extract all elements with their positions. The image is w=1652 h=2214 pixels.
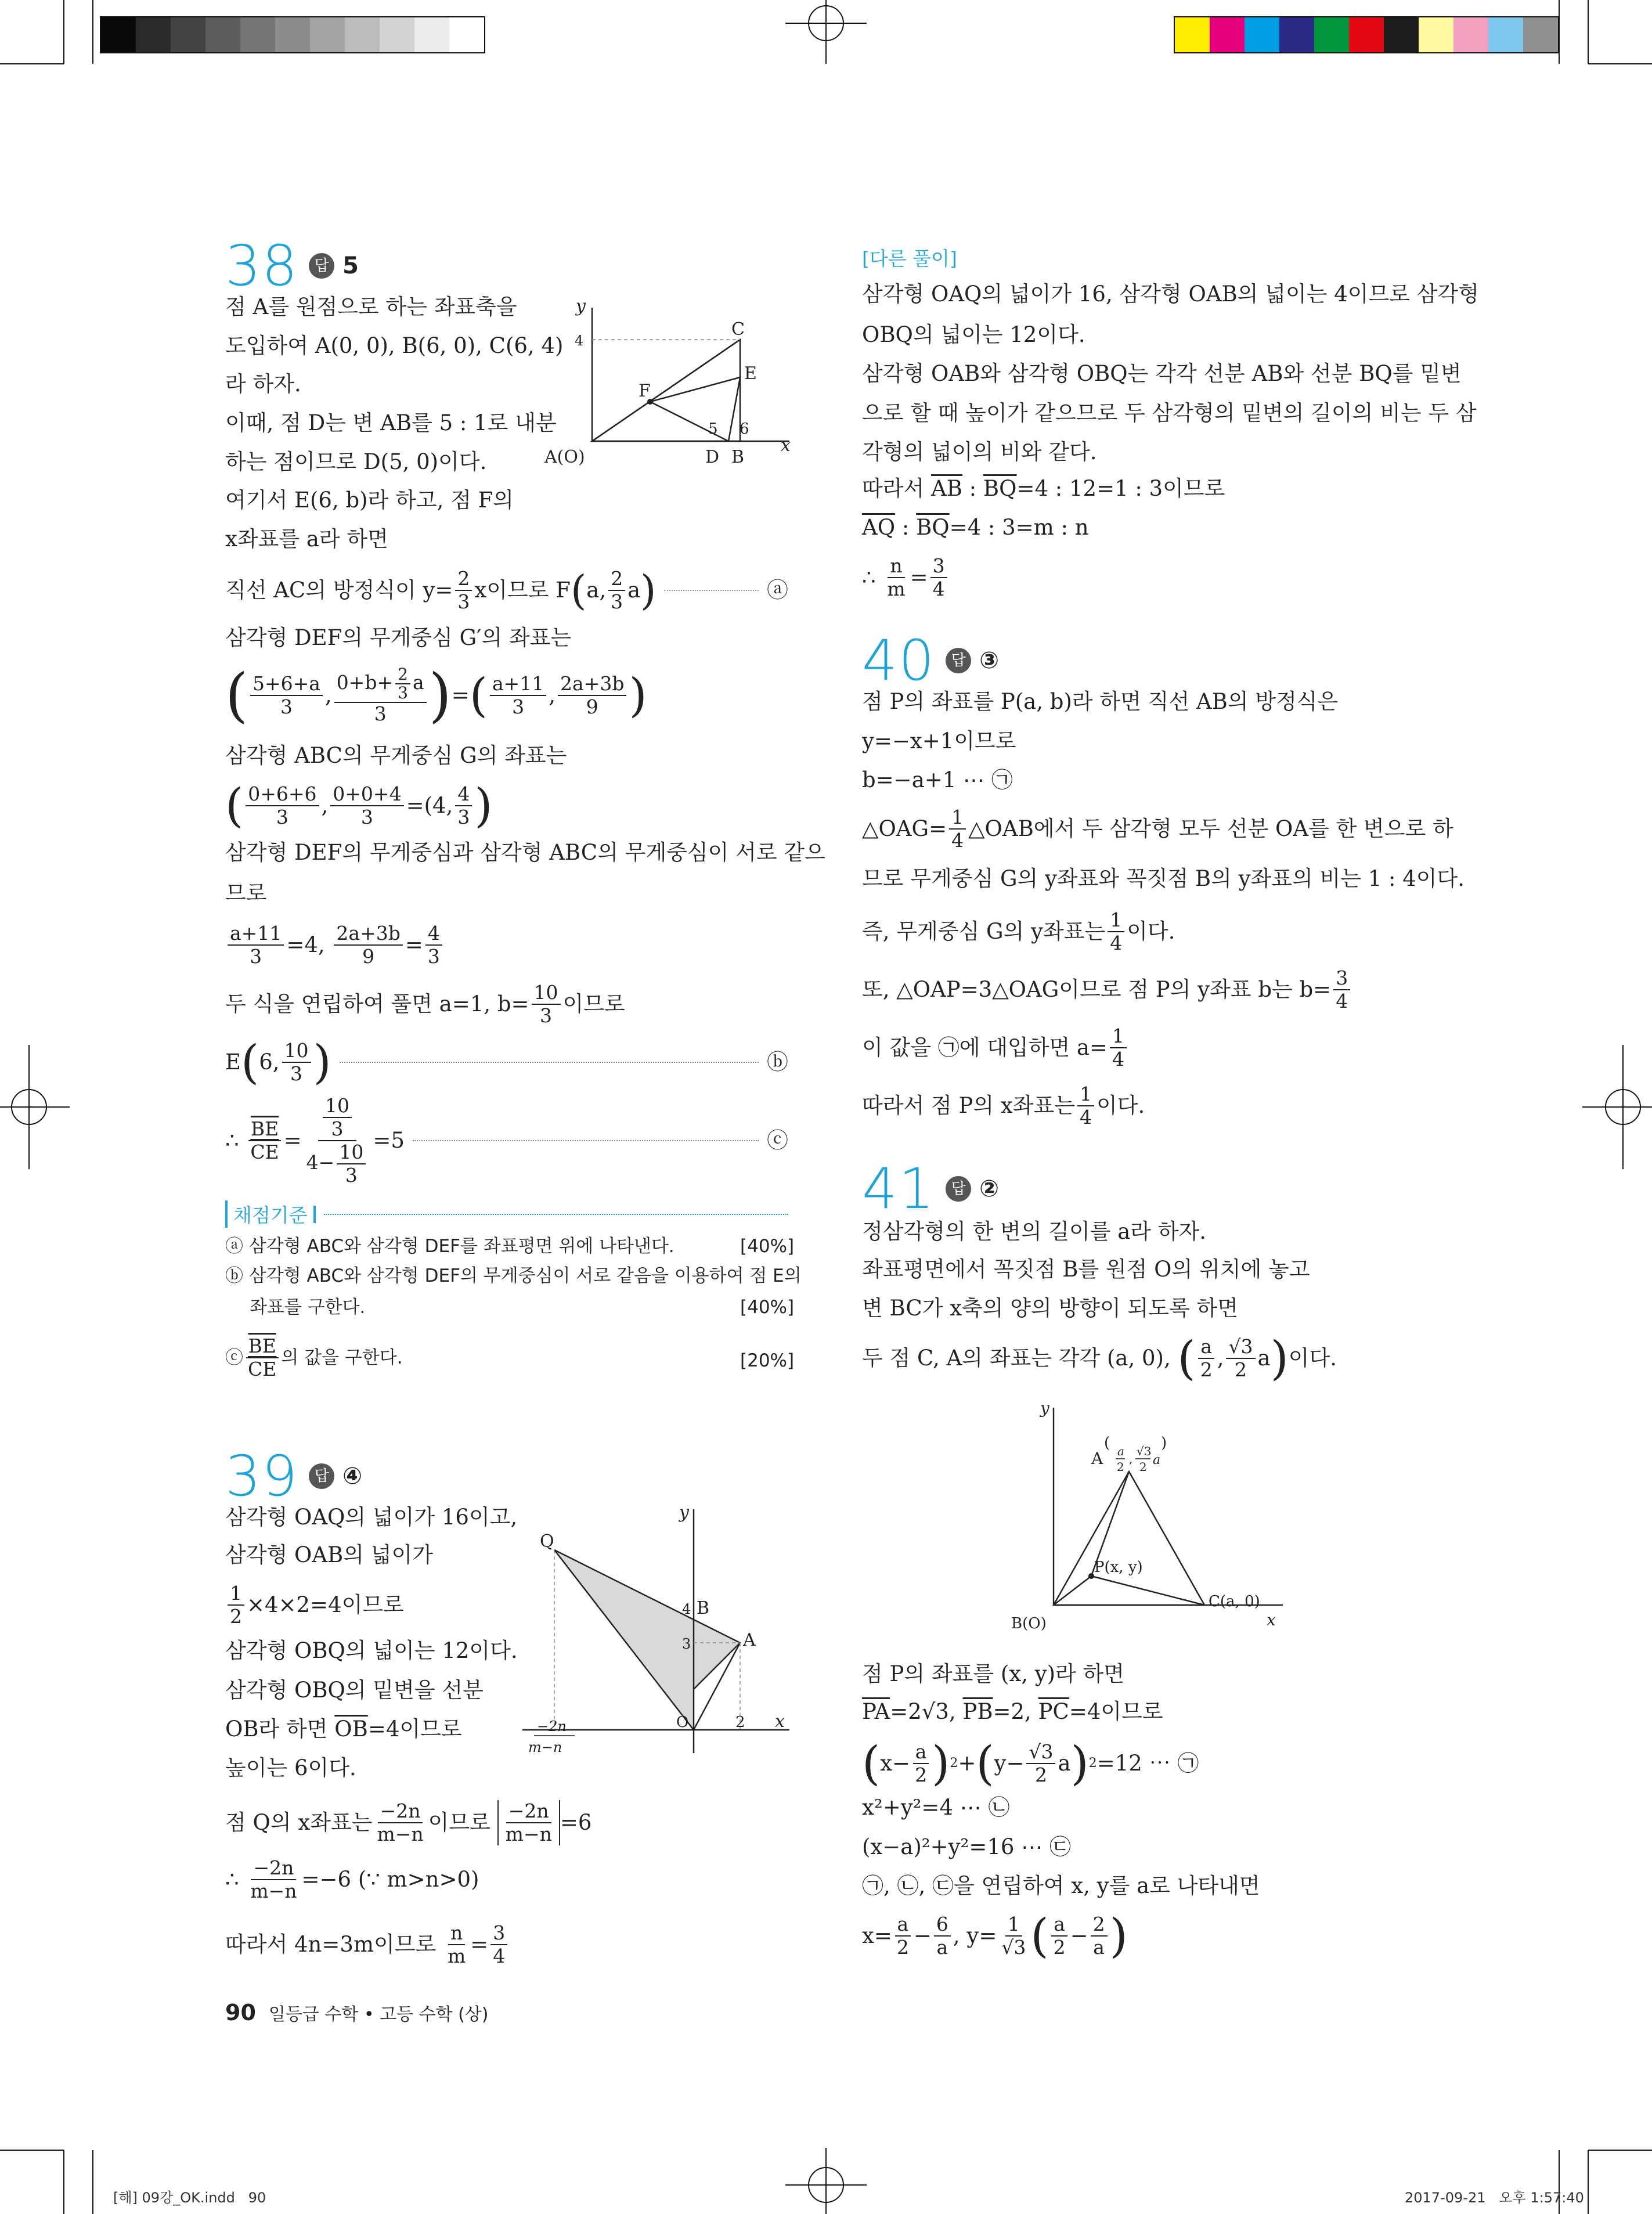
point-label: A (1091, 1449, 1103, 1468)
point-label: F (639, 381, 651, 401)
text-line: ㉠, ㉡, ㉢을 연립하여 x, y를 a로 나타내면 (862, 1873, 1260, 1898)
equation-line: $\frac{a+11}{3}$ =4, $\frac{2a+3b}{9}$ = $\frac{4}{3}$ (225, 916, 445, 974)
ratio-label: 6 (740, 420, 749, 438)
problem-38-header (225, 233, 359, 298)
text-line: 높이는 6이다. (225, 1755, 356, 1780)
equation-line: 또, △OAP=3△OAG이므로 점 P의 y좌표 b는 b= $\frac{3}{4}$ (862, 961, 1352, 1019)
criteria-item: ⓑ 삼각형 ABC와 삼각형 DEF의 무게중심이 서로 같음을 이용하여 점 E의 (225, 1265, 802, 1286)
equation-line: △OAG= $\frac{1}{4}$ △OAB에서 두 삼각형 모두 선분 OA를 한 변으로 하 (862, 806, 1453, 852)
point-label: A(O) (544, 447, 585, 467)
fraction: $\frac{2}{3}$ (455, 568, 472, 613)
criteria-title: 채점기준 (225, 1200, 308, 1228)
text-line: 도입하여 A(0, 0), B(6, 0), C(6, 4) (225, 333, 564, 358)
answer-value: 5 (342, 253, 359, 279)
marker-c: ⓒ (767, 1128, 788, 1153)
problem-number: 38 (225, 233, 299, 298)
criteria-percent: [20%] (740, 1350, 795, 1371)
equation-line: ( $\frac{0+6+6}{3}$ , $\frac{0+0+4}{3}$ =(4, $\frac{4}{3}$ ) (225, 778, 493, 832)
axis-label: y (576, 299, 586, 316)
point-label: C(a, 0) (1209, 1593, 1260, 1610)
text-line: x좌표를 a라 하면 (225, 527, 388, 551)
alt-solution-title: [다른 풀이] (862, 247, 957, 270)
point-label: A (743, 1630, 756, 1650)
page-footer (225, 2000, 488, 2025)
text-line: 삼각형 OAB와 삼각형 OBQ는 각각 선분 AB와 선분 BQ를 밑변 (862, 361, 1462, 386)
text: a (627, 578, 641, 603)
book-title: 일등급 수학 • 고등 수학 (상) (268, 2004, 489, 2025)
answer-value: ② (979, 1175, 1000, 1202)
equation-line: 이 값을 ㉠에 대입하면 a= $\frac{1}{4}$ (862, 1019, 1129, 1077)
equation-line: 따라서 4n=3m이므로 $\frac{n}{m}$ = $\frac{3}{4}$ (225, 1916, 510, 1974)
svg-text:(: ( (1104, 1434, 1110, 1452)
tick-label: m−n (528, 1739, 562, 1755)
text-line: 삼각형 DEF의 무게중심 G′의 좌표는 (225, 625, 572, 650)
text-line: 삼각형 ABC의 무게중심 G의 좌표는 (225, 743, 567, 768)
point-label: B(O) (1011, 1615, 1047, 1632)
tick-label: 4 (682, 1601, 691, 1617)
ratio-label: 5 (708, 420, 718, 438)
problem-number: 41 (862, 1156, 936, 1221)
equation-line: ( x− $\frac{a}{2}$ ) 2 + ( y− $\frac{√3}{2}$ a ) 2 =12 ⋯ ㉠ (862, 1736, 1199, 1790)
answer-badge: 답 (946, 1176, 971, 1202)
text-line: (x−a)²+y²=16 ⋯ ㉢ (862, 1834, 1071, 1859)
problem-number: 40 (862, 628, 936, 693)
svg-text:): ) (1161, 1434, 1167, 1452)
text-line: b=−a+1 ⋯ ㉠ (862, 767, 1013, 792)
problem-41-header (862, 1156, 1000, 1221)
answer-value: ④ (342, 1463, 363, 1490)
criteria-item: 좌표를 구한다. (250, 1297, 366, 1318)
marker-a: ⓐ (767, 578, 788, 603)
axis-label: x (1267, 1610, 1276, 1629)
text-line: 삼각형 DEF의 무게중심과 삼각형 ABC의 무게중심이 서로 같으 (225, 840, 825, 865)
equation-line: 두 점 C, A의 좌표는 각각 (a, 0), ( $\frac{a}{2}$ , $\frac{√3}{2}$ a ) 이다. (862, 1331, 1337, 1385)
point-label: B (697, 1598, 710, 1618)
answer-badge: 답 (309, 253, 334, 279)
point-label: P(x, y) (1094, 1559, 1143, 1576)
text-line: 점 P의 좌표를 P(a, b)라 하면 직선 AB의 방정식은 (862, 689, 1339, 714)
axis-label: y (1040, 1399, 1049, 1418)
coord-label: 2 (1117, 1460, 1124, 1474)
equation-line: 즉, 무게중심 G의 y좌표는 $\frac{1}{4}$ 이다. (862, 908, 1175, 954)
svg-text:,: , (1129, 1452, 1133, 1466)
point-label: E (744, 363, 757, 384)
answer-badge: 답 (946, 648, 971, 673)
point-label: Q (540, 1531, 554, 1552)
problem-number: 39 (225, 1444, 299, 1509)
text-line: 각형의 넓이의 비와 같다. (862, 439, 1097, 464)
text-line: 좌표평면에서 꼭짓점 B를 원점 O의 위치에 놓고 (862, 1257, 1310, 1282)
point-label: B (731, 447, 745, 467)
answer-badge: 답 (309, 1463, 334, 1489)
text: 직선 AC의 방정식이 y= (225, 578, 453, 603)
fraction: $\frac{2}{3}$ (608, 568, 625, 613)
text-line: OBQ의 넓이는 12이다. (862, 322, 1085, 347)
text-line: 여기서 E(6, b)라 하고, 점 F의 (225, 488, 514, 513)
criteria-item: ⓐ 삼각형 ABC와 삼각형 DEF를 좌표평면 위에 나타낸다. (225, 1236, 674, 1257)
equation-line: $\frac{1}{2}$ ×4×2=4이므로 (225, 1579, 404, 1631)
page-number: 90 (225, 2000, 256, 2025)
problem-39-header (225, 1444, 363, 1509)
print-date: 2017-09-21 오후 1:57:40 (1405, 2190, 1584, 2206)
text-line: 따라서 $\overline{AB}$ : $\overline{BQ}=4$ : 12=1 : 3이므로 (862, 476, 1225, 501)
text-line: $\overline{PA}=2√3$, $\overline{PB}=2$, $\overline{PC}=4$이므로 (862, 1699, 1163, 1724)
text-line: y=−x+1이므로 (862, 729, 1016, 753)
text-line: 삼각형 OAQ의 넓이가 16이고, (225, 1505, 518, 1530)
text-line: 므로 (225, 881, 267, 906)
problem-40-header (862, 628, 1000, 693)
tick-label: −2n (537, 1718, 567, 1735)
figure-38 (540, 299, 795, 467)
criteria-header (225, 1200, 788, 1228)
coord-label: √3 (1137, 1444, 1152, 1458)
point-label: C (731, 319, 745, 340)
equation-line: 점 Q의 x좌표는 $\frac{-2n}{m-n}$ 이므로 $\frac{-2n}{m-n}$ =6 (225, 1800, 592, 1845)
criteria-item: ⓒ $\frac{\overline{BE}}{CE}$ 의 값을 구한다. (225, 1335, 403, 1380)
text: x이므로 F (474, 578, 571, 603)
text-line: 이때, 점 D는 변 AB를 5 : 1로 내분 (225, 410, 557, 435)
text-line: 삼각형 OAB의 넓이가 (225, 1542, 433, 1567)
text-line: $\overline{AQ}$ : $\overline{BQ}=4$ : 3=m : n (862, 515, 1089, 540)
text-line: 점 A를 원점으로 하는 좌표축을 (225, 294, 517, 319)
axis-label: x (781, 435, 791, 456)
text-line: 라 하자. (225, 372, 301, 396)
equation-line: E ( 6, $\frac{10}{3}$ ) ⓑ (225, 1035, 788, 1089)
criteria-percent: [40%] (740, 1297, 795, 1318)
text-line: 삼각형 OBQ의 밑변을 선분 (225, 1678, 484, 1703)
text-line: OB라 하면 $\overline{OB}=4$이므로 (225, 1717, 462, 1741)
text-line: 정삼각형의 한 변의 길이를 a라 하자. (862, 1219, 1207, 1244)
text-line: 므로 무게중심 G의 y좌표와 꼭짓점 B의 y좌표의 비는 1 : 4이다. (862, 866, 1465, 891)
text-line: 삼각형 OBQ의 넓이는 12이다. (225, 1638, 518, 1663)
text-line: 하는 점이므로 D(5, 0)이다. (225, 449, 487, 474)
tick-label: 3 (682, 1636, 691, 1652)
equation-line: 두 식을 연립하여 풀면 a=1, b= $\frac{10}{3}$ 이므로 (225, 981, 625, 1027)
coord-label: a (1117, 1444, 1124, 1458)
equation-line: ∴ $\frac{\overline{BE}}{CE}$ = $\frac{10}{3}$ 4− $\frac{10}{3}$ =5 ⓒ (225, 1094, 788, 1187)
figure-39 (511, 1503, 801, 1771)
equation-line: ∴ $\frac{-2n}{m-n}$ =−6 (∵ m>n>0) (225, 1856, 479, 1902)
text-line: x²+y²=4 ⋯ ㉡ (862, 1795, 1010, 1820)
equation-line: ∴ $\frac{n}{m}$ = $\frac{3}{4}$ (862, 549, 950, 607)
coord-label: a (1153, 1453, 1161, 1467)
answer-value: ③ (979, 647, 1000, 674)
file-info: [해] 09강_OK.indd 90 (113, 2190, 266, 2206)
tick-label: 2 (735, 1714, 745, 1731)
text-line: 으로 할 때 높이가 같으므로 두 삼각형의 밑변의 길이의 비는 두 삼 (862, 401, 1477, 426)
point-label: D (705, 447, 720, 467)
text: a, (586, 578, 607, 603)
point-label: O (676, 1714, 689, 1731)
text-line: 점 P의 좌표를 (x, y)라 하면 (862, 1661, 1125, 1686)
equation-line: x= $\frac{a}{2}$ − $\frac{6}{a}$ , y= $\frac{1}{√3}$ ( $\frac{a}{2}$ − $\frac{2}{a}$ ) (862, 1909, 1128, 1963)
axis-label: y (679, 1503, 689, 1523)
axis-label: x (775, 1711, 785, 1732)
tick-label: 4 (575, 333, 584, 349)
marker-b: ⓑ (767, 1050, 788, 1074)
equation-line: ( $\frac{5+6+a}{3}$ , 0+b+ $\frac{2}{3}$ a 3 ) = ( $\frac{a+11}{3}$ , $\frac{2a+3b}{9}$ ) (225, 661, 647, 729)
text-line: 변 BC가 x축의 양의 방향이 되도록 하면 (862, 1296, 1239, 1321)
equation-line: 따라서 점 P의 x좌표는 $\frac{1}{4}$ 이다. (862, 1083, 1145, 1128)
coord-label: 2 (1139, 1460, 1147, 1474)
figure-41 (998, 1399, 1300, 1637)
text-line: 삼각형 OAQ의 넓이가 16, 삼각형 OAB의 넓이는 4이므로 삼각형 (862, 282, 1479, 307)
criteria-percent: [40%] (740, 1236, 795, 1257)
equation-line: 직선 AC의 방정식이 y= $\frac{2}{3}$ x이므로 F ( a, $\frac{2}{3}$ a ) ⓐ (225, 567, 788, 614)
